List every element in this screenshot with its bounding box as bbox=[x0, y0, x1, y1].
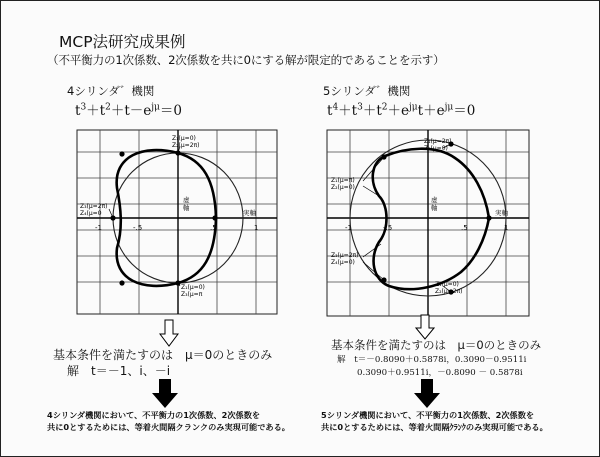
left-solution: t＝－1、i、－i bbox=[91, 364, 171, 378]
right-solution-label: 解 bbox=[337, 355, 346, 365]
right-annot-bot2: Z₂(μ=2π) bbox=[435, 288, 463, 295]
right-imag-label-2: 軸 bbox=[431, 204, 438, 212]
left-tick-05: .5 bbox=[210, 224, 217, 232]
right-imag-label-1: 虚 bbox=[431, 196, 438, 204]
right-section-title: 5シリンダ゛機関 bbox=[323, 84, 411, 98]
left-imag-label-1: 虚 bbox=[183, 196, 190, 204]
right-annot-l2: Z₂(μ=0) bbox=[331, 184, 355, 191]
right-solid-arrow bbox=[413, 379, 441, 409]
left-root-locus-plot bbox=[73, 126, 281, 318]
left-tick-neg05: -.5 bbox=[133, 224, 143, 232]
left-imag-label-2: 軸 bbox=[183, 204, 190, 212]
right-equation: $t^4+t^3+t^2+e^{j\mu}t+e^{j\mu}=0$ bbox=[327, 102, 476, 119]
right-tick-1: 1 bbox=[504, 224, 509, 232]
right-conclusion: 5シリンダ機関において、不平衡力の1次係数、2次係数を 共に0とするためには、等着火間隔ｸﾗﾝｸのみ実現可能である。 bbox=[321, 410, 548, 432]
left-tick-neg1: -1 bbox=[95, 224, 102, 232]
right-annot-top1: Z₁(μ=2π) bbox=[424, 138, 452, 145]
left-annot-mid1: Z₃(μ=2π) bbox=[80, 203, 108, 210]
left-solution-row bbox=[67, 362, 170, 379]
left-condition: 基本条件を満たすのは μ＝0のときのみ bbox=[53, 348, 273, 362]
left-section-title: 4シリンダ゛機関 bbox=[67, 84, 155, 98]
left-solution-label: 解 bbox=[67, 364, 80, 378]
right-annot-l4: Z₄(μ=0) bbox=[331, 259, 355, 266]
right-annot-l3: Z₃(μ=2π) bbox=[331, 252, 359, 259]
left-equation: $t^3+t^2+t-e^{j\mu}=0$ bbox=[75, 102, 182, 119]
right-tick-neg1: -1 bbox=[345, 224, 352, 232]
right-annot-top2: Z₂(μ=0) bbox=[424, 145, 448, 152]
right-tick-05: .5 bbox=[461, 224, 468, 232]
left-conclusion: 4シリンダ機関において、不平衡力の1次係数、2次係数を 共に0とするためには、等着火間隔クランクのみ実現可能である。 bbox=[47, 410, 290, 432]
left-annot-bot2: Z₃(μ=π bbox=[181, 291, 203, 298]
right-root-locus-plot bbox=[323, 126, 535, 320]
right-solution-row-2: 0.3090＋0.9511i，－0.8090 － 0.5878i bbox=[357, 368, 523, 378]
right-solution-row-1: 解 t＝－0.8090＋0.5878i，0.3090－0.9511i bbox=[337, 355, 527, 365]
page-title: MCP法研究成果例 bbox=[59, 33, 186, 51]
left-solid-arrow bbox=[151, 379, 179, 409]
right-annot-bot1: Z₁(μ=0) bbox=[435, 281, 459, 288]
left-annot-top2: Z₂(μ=2π) bbox=[172, 142, 200, 149]
left-real-label: 実軸 bbox=[243, 209, 256, 217]
right-annot-l1: Z₁(μ=π) bbox=[331, 177, 355, 184]
left-hollow-arrow bbox=[159, 319, 179, 347]
right-condition: 基本条件を満たすのは μ＝0のときのみ bbox=[331, 338, 542, 352]
right-real-label: 実軸 bbox=[495, 209, 508, 217]
left-annot-top1: Z₁(μ=0) bbox=[172, 135, 196, 142]
right-tick-neg05: -.5 bbox=[383, 224, 393, 232]
page-subtitle: （不平衡力の1次係数、2次係数を共に0にする解が限定的であることを示す） bbox=[47, 53, 445, 67]
left-annot-bot1: Z₁(μ=0) bbox=[181, 284, 205, 291]
left-annot-mid2: Z₄(μ=0 bbox=[80, 210, 102, 217]
left-tick-1: 1 bbox=[254, 224, 259, 232]
